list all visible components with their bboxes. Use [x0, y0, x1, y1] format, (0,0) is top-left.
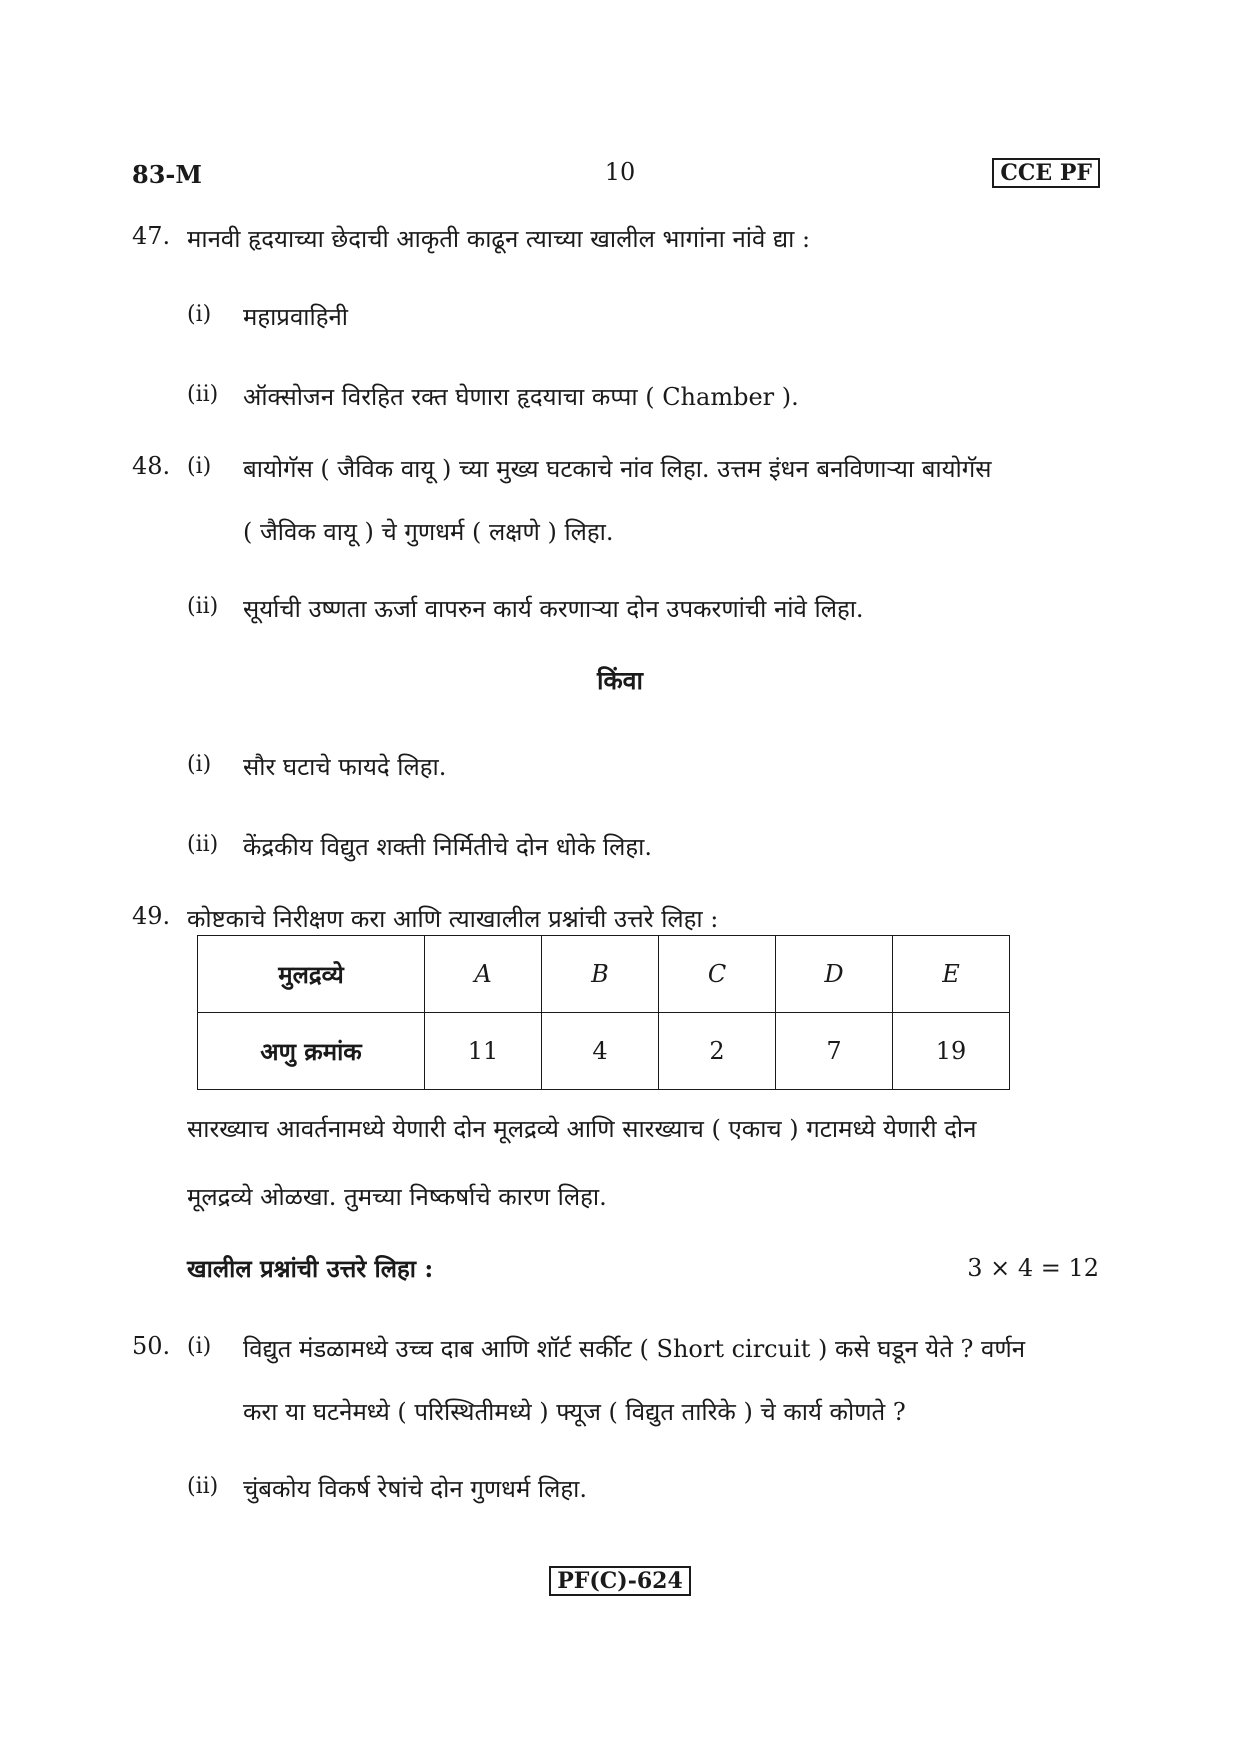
- table-cell: C: [659, 936, 776, 1013]
- or-separator: किंवा: [596, 666, 644, 695]
- paper-tag: CCE PF: [992, 158, 1100, 188]
- q47-item-label: (i): [187, 302, 212, 327]
- table-cell: 7: [776, 1013, 893, 1090]
- q48-alt-label: (ii): [187, 832, 219, 857]
- q48-number: 48.: [132, 452, 171, 480]
- paper-code: 83-M: [132, 160, 202, 189]
- section-title: खालील प्रश्नांची उत्तरे लिहा :: [187, 1254, 434, 1283]
- q48-ii-label: (ii): [187, 594, 219, 619]
- table-row: [198, 936, 1010, 1013]
- table-cell: B: [542, 936, 659, 1013]
- q48-i-line1: बायोगॅस ( जैविक वायू ) च्या मुख्य घटकाचे नांव लिहा. उत्तम इंधन बनविणाऱ्या बायोगॅस: [243, 455, 992, 483]
- q48-i-line2: ( जैविक वायू ) चे गुणधर्म ( लक्षणे ) लिहा.: [243, 518, 614, 546]
- table-header-cell: मुलद्रव्ये: [198, 936, 425, 1013]
- elements-table: [197, 935, 1010, 1090]
- table-row: [198, 1013, 1010, 1090]
- footer: [0, 1566, 1240, 1596]
- q50-i-label: (i): [187, 1334, 212, 1359]
- q49-number: 49.: [132, 902, 171, 930]
- page-number: 10: [604, 158, 636, 186]
- q47-item-text: ऑक्सोजन विरहित रक्त घेणारा हृदयाचा कप्पा ( Chamber ).: [243, 383, 799, 411]
- q49-paragraph-line1: सारख्याच आवर्तनामध्ये येणारी दोन मूलद्रव्ये आणि सारख्याच ( एकाच ) गटामध्ये येणारी दोन: [187, 1115, 977, 1143]
- q50-i-line2: करा या घटनेमध्ये ( परिस्थितीमध्ये ) फ्यूज ( विद्युत तारिके ) चे कार्य कोणते ?: [243, 1398, 906, 1426]
- q47-item-label: (ii): [187, 382, 219, 407]
- q50-ii-label: (ii): [187, 1474, 219, 1499]
- table-header-cell: अणु क्रमांक: [198, 1013, 425, 1090]
- table-cell: 4: [542, 1013, 659, 1090]
- q48-i-label: (i): [187, 454, 212, 479]
- q47-item-text: महाप्रवाहिनी: [243, 303, 349, 331]
- q49-text: कोष्टकाचे निरीक्षण करा आणि त्याखालील प्रश्नांची उत्तरे लिहा :: [187, 905, 719, 933]
- q47-text: मानवी हृदयाच्या छेदाची आकृती काढून त्याच्या खालील भागांना नांवे द्या :: [187, 225, 811, 253]
- q48-alt-text: सौर घटाचे फायदे लिहा.: [243, 753, 447, 781]
- q49-paragraph-line2: मूलद्रव्ये ओळखा. तुमच्या निष्कर्षाचे कारण लिहा.: [187, 1183, 607, 1211]
- table-cell: 2: [659, 1013, 776, 1090]
- q48-ii-text: सूर्याची उष्णता ऊर्जा वापरुन कार्य करणाऱ्या दोन उपकरणांची नांवे लिहा.: [243, 595, 864, 623]
- q47-number: 47.: [132, 222, 171, 250]
- q48-alt-text: केंद्रकीय विद्युत शक्ती निर्मितीचे दोन धोके लिहा.: [243, 833, 652, 861]
- q50-i-line1: विद्युत मंडळामध्ये उच्च दाब आणि शॉर्ट सर्कीट ( Short circuit ) कसे घडून येते ? वर्णन: [243, 1335, 1026, 1363]
- q48-alt-label: (i): [187, 752, 212, 777]
- table-cell: A: [425, 936, 542, 1013]
- section-marks: 3 × 4 = 12: [967, 1254, 1099, 1282]
- q50-ii-text: चुंबकोय विकर्ष रेषांचे दोन गुणधर्म लिहा.: [243, 1475, 587, 1503]
- q50-number: 50.: [132, 1332, 171, 1360]
- footer-code: PF(C)-624: [549, 1566, 691, 1596]
- table-cell: 11: [425, 1013, 542, 1090]
- table-cell: E: [893, 936, 1010, 1013]
- table-cell: 19: [893, 1013, 1010, 1090]
- table-cell: D: [776, 936, 893, 1013]
